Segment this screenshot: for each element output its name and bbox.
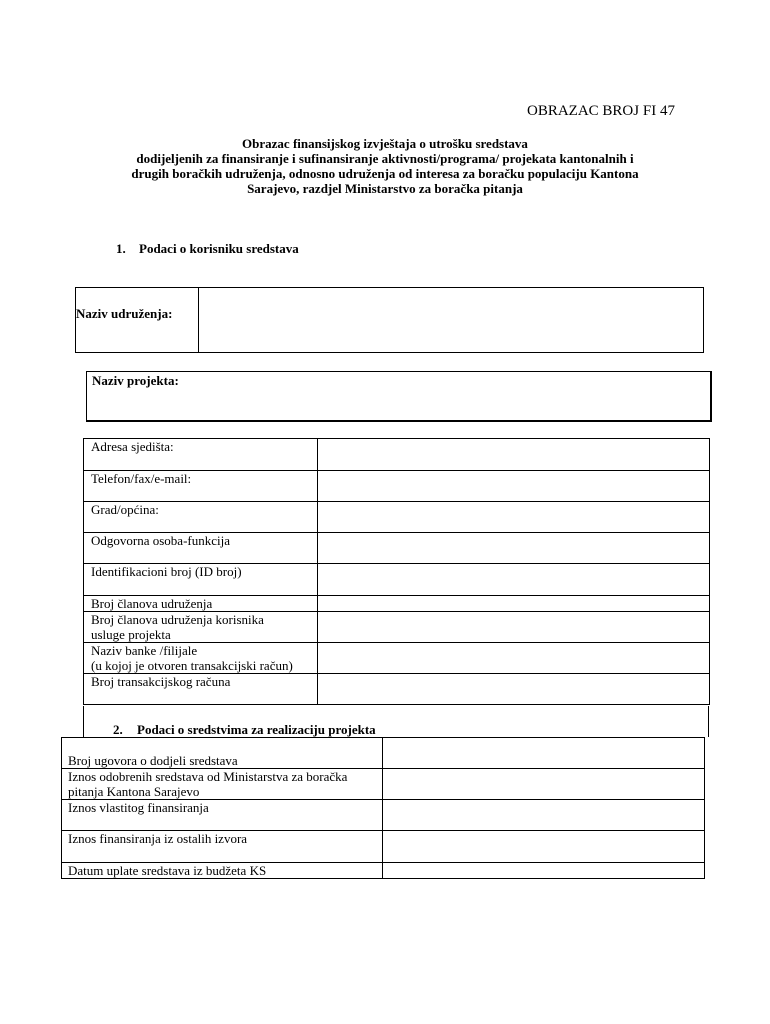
row-label — [84, 439, 318, 471]
table-row — [62, 769, 705, 800]
value-cell[interactable] — [318, 643, 710, 674]
value-cell[interactable] — [383, 738, 705, 769]
section-2-heading — [113, 722, 376, 738]
value-cell[interactable] — [318, 439, 710, 471]
label-line: Iznos vlastitog finansiranja — [68, 800, 209, 815]
row-label — [84, 471, 318, 502]
table-row — [84, 564, 710, 596]
beneficiary-info-table — [83, 438, 710, 705]
label-line: Broj transakcijskog računa — [91, 674, 231, 689]
row-label — [84, 674, 318, 705]
label-line: pitanja Kantona Sarajevo — [68, 784, 200, 799]
table-row — [62, 863, 705, 879]
table-row — [84, 612, 710, 643]
association-name-label: Naziv udruženja: — [76, 306, 173, 321]
label-line: Naziv banke /filijale — [91, 643, 198, 658]
label-line: usluge projekta — [91, 627, 171, 642]
label-line: Broj ugovora o dodjeli sredstava — [68, 753, 238, 768]
row-label — [84, 564, 318, 596]
label-line: Grad/općina: — [91, 502, 159, 517]
value-cell[interactable] — [318, 471, 710, 502]
row-label — [62, 769, 383, 800]
label-line: Iznos finansiranja iz ostalih izvora — [68, 831, 248, 846]
title-line: Obrazac finansijskog izvještaja o utrošku sredstava — [242, 136, 528, 151]
value-cell[interactable] — [383, 769, 705, 800]
row-label — [84, 643, 318, 674]
table-row — [84, 643, 710, 674]
section-title: Podaci o sredstvima za realizaciju projekta — [137, 722, 376, 737]
project-name-box — [86, 371, 712, 422]
table-row — [84, 533, 710, 564]
table-row — [84, 596, 710, 612]
section-number: 2. — [113, 722, 123, 737]
title-line: Sarajevo, razdjel Ministarstvo za boračka pitanja — [247, 181, 523, 196]
table-row — [62, 831, 705, 863]
value-cell[interactable] — [383, 831, 705, 863]
row-label — [84, 533, 318, 564]
section-number: 1. — [116, 241, 126, 256]
value-cell[interactable] — [318, 612, 710, 643]
section-title: Podaci o korisniku sredstava — [139, 241, 299, 256]
row-label — [62, 831, 383, 863]
label-line: Datum uplate sredstava iz budžeta KS — [68, 863, 267, 878]
table-row — [84, 502, 710, 533]
label-line: Odgovorna osoba-funkcija — [91, 533, 230, 548]
label-line: Adresa sjedišta: — [91, 439, 174, 454]
label-line: Iznos odobrenih sredstava od Ministarstva za boračka — [68, 769, 348, 784]
document-title — [80, 136, 690, 196]
row-label — [84, 502, 318, 533]
table-row — [62, 800, 705, 831]
project-name-label: Naziv projekta: — [92, 373, 179, 388]
table-row — [84, 471, 710, 502]
label-line: Identifikacioni broj (ID broj) — [91, 564, 242, 579]
table-row — [84, 439, 710, 471]
label-line: Broj članova udruženja — [91, 596, 213, 611]
title-line: dodijeljenih za finansiranje i sufinansiranje aktivnosti/programa/ projekata kantonalnih i — [136, 151, 634, 166]
value-cell[interactable] — [318, 502, 710, 533]
row-label — [84, 612, 318, 643]
form-number: OBRAZAC BROJ FI 47 — [527, 103, 675, 119]
section-1-heading — [116, 241, 299, 257]
value-cell[interactable] — [318, 564, 710, 596]
row-label — [62, 738, 383, 769]
title-line: drugih boračkih udruženja, odnosno udruženja od interesa za boračku populaciju Kantona — [131, 166, 639, 181]
table-row — [84, 674, 710, 705]
value-cell[interactable] — [318, 533, 710, 564]
row-label — [84, 596, 318, 612]
value-cell[interactable] — [383, 800, 705, 831]
label-line: (u kojoj je otvoren transakcijski račun) — [91, 658, 293, 673]
row-label — [62, 863, 383, 879]
table-row — [62, 738, 705, 769]
cell-divider — [198, 288, 199, 352]
funding-info-table — [61, 737, 705, 879]
row-label — [62, 800, 383, 831]
label-line: Telefon/fax/e-mail: — [91, 471, 192, 486]
value-cell[interactable] — [383, 863, 705, 879]
value-cell[interactable] — [318, 596, 710, 612]
association-name-box — [75, 287, 704, 353]
value-cell[interactable] — [318, 674, 710, 705]
label-line: Broj članova udruženja korisnika — [91, 612, 264, 627]
